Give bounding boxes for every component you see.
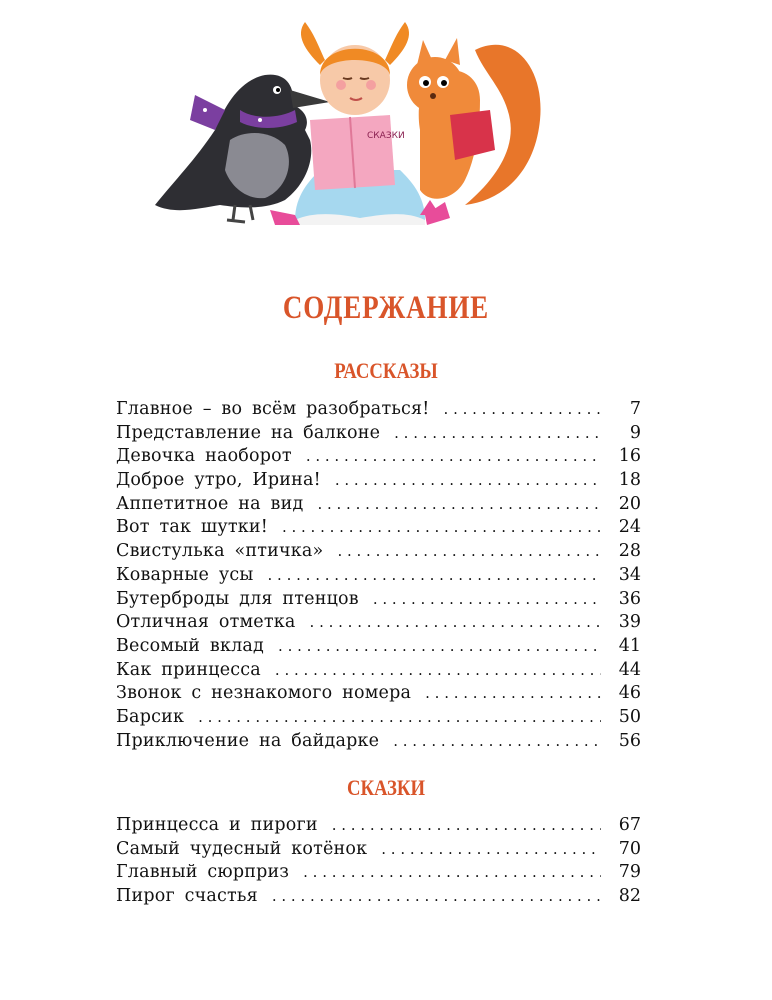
toc-entry-page: 28 [618,541,641,562]
toc-entry-page: 39 [618,612,641,633]
toc-entry [116,659,641,683]
toc-entry [116,564,641,588]
toc-entry-title: Аппетитное на вид [116,493,304,514]
toc-entry [116,706,641,730]
toc-entry-page: 36 [618,588,641,609]
dot-leader [425,682,601,706]
toc-entry-page: 67 [618,815,641,835]
toc-entry-title: Самый чудесный котёнок [116,838,368,859]
toc-entry-title: Главный сюрприз [116,862,290,883]
dot-leader [337,540,601,564]
dot-leader [394,422,601,446]
toc-entry [116,838,641,862]
book-cover-text: СКАЗКИ [367,131,405,141]
dot-leader [317,493,601,517]
toc-entry-title: Весомый вклад [116,635,265,656]
toc-entry-page: 7 [629,399,641,419]
dot-leader [332,814,601,838]
toc-entry [116,730,641,754]
dot-leader [275,659,601,683]
toc-entry-page: 82 [618,886,641,907]
dot-leader [310,611,601,635]
toc-entry-title: Пирог счастья [116,886,258,907]
toc-entry-page: 56 [618,730,641,751]
toc-entry-page: 79 [618,862,641,883]
squirrel-icon [407,38,541,215]
toc-entry-page: 18 [618,470,641,491]
dot-leader [335,469,601,493]
toc-entry [116,885,641,909]
toc-entry-title: Свистулька «птичка» [116,541,324,562]
toc-entry-page: 20 [618,493,641,514]
toc-entry-page: 46 [618,683,641,704]
toc-entry-page: 41 [618,635,641,656]
toc-entry [116,469,641,493]
toc-entry-page: 9 [629,422,641,443]
illustration [145,10,545,235]
toc-entry [116,493,641,517]
dot-leader [393,730,601,754]
toc-entry-page: 34 [618,564,641,585]
toc-entry-title: Доброе утро, Ирина! [116,470,321,491]
toc-entry-title: Девочка наоборот [116,446,292,467]
toc-entry-page: 24 [618,517,641,538]
toc-entry-page: 16 [618,446,641,467]
dot-leader [282,516,601,540]
toc-entry [116,398,641,422]
toc-entry-title: Бутерброды для птенцов [116,588,359,609]
dot-leader [272,885,601,909]
dot-leader [381,838,601,862]
toc-entry-title: Отличная отметка [116,612,296,633]
toc-entry [116,540,641,564]
toc-entry-title: Главное – во всём разобраться! [116,399,430,419]
toc-entry [116,861,641,885]
dot-leader [306,445,601,469]
page-title: СОДЕРЖАНИЕ [282,290,490,326]
section-heading-stories: РАССКАЗЫ [334,358,438,383]
toc-entry [116,635,641,659]
toc-entry-page: 70 [618,838,641,859]
toc-entry-title: Приключение на байдарке [116,730,380,751]
toc-entry-title: Принцесса и пироги [116,815,318,835]
toc-entry [116,588,641,612]
toc-entry-title: Представление на балконе [116,422,381,443]
toc-entry [116,814,641,838]
toc-entry-title: Барсик [116,706,185,727]
toc-entry-title: Коварные усы [116,564,254,585]
toc-entry-page: 44 [618,659,641,680]
toc-entry [116,422,641,446]
dot-leader [278,635,601,659]
toc-entry [116,445,641,469]
toc-entry-page: 50 [618,706,641,727]
section-heading-tales: СКАЗКИ [346,775,426,800]
toc-entry-title: Как принцесса [116,659,261,680]
toc-list-tales [116,814,641,909]
dot-leader [303,861,601,885]
toc-entry-title: Вот так шутки! [116,517,268,538]
toc-entry [116,516,641,540]
toc-entry [116,611,641,635]
dot-leader [268,564,601,588]
toc-entry [116,682,641,706]
dot-leader [198,706,601,730]
dot-leader [444,398,601,422]
toc-list-stories [116,398,641,753]
toc-entry-title: Звонок с незнакомого номера [116,683,412,704]
dot-leader [373,588,601,612]
